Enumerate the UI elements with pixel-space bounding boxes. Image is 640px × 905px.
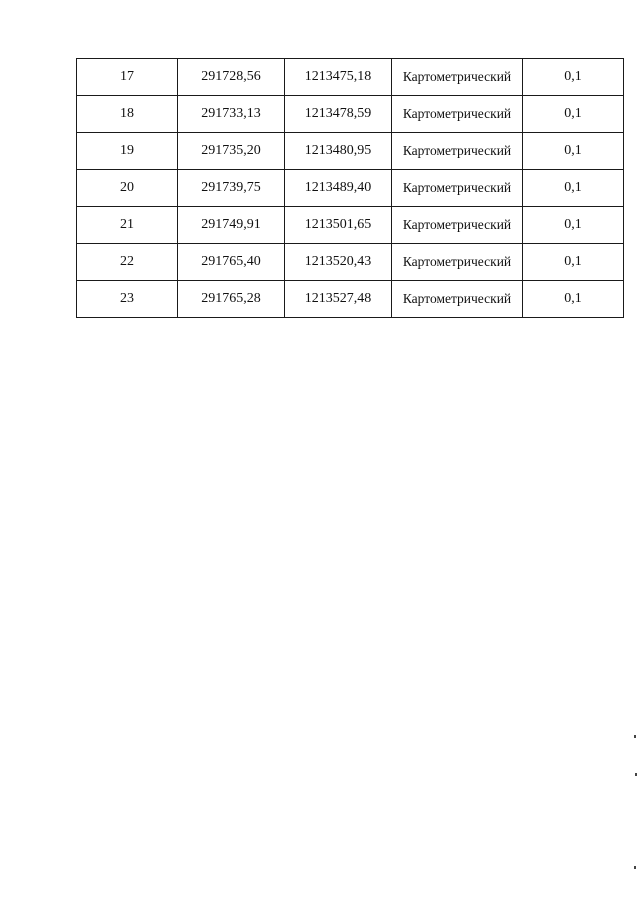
accuracy-cell: 0,1 [523,59,624,96]
coordinates-table [76,58,624,318]
method-cell: Картометрический [392,281,523,318]
point-number-cell: 21 [77,207,178,244]
point-number-cell: 17 [77,59,178,96]
x-coordinate-cell: 291728,56 [178,59,285,96]
method-cell: Картометрический [392,244,523,281]
y-coordinate-cell: 1213489,40 [285,170,392,207]
x-coordinate-cell: 291765,40 [178,244,285,281]
method-cell: Картометрический [392,59,523,96]
y-coordinate-cell: 1213520,43 [285,244,392,281]
y-coordinate-cell: 1213480,95 [285,133,392,170]
y-coordinate-cell: 1213478,59 [285,96,392,133]
scan-artifact [634,866,636,869]
table-row [77,244,624,281]
table-row [77,133,624,170]
y-coordinate-cell: 1213475,18 [285,59,392,96]
table-row [77,207,624,244]
accuracy-cell: 0,1 [523,133,624,170]
scan-artifact [634,735,636,738]
x-coordinate-cell: 291735,20 [178,133,285,170]
table-row [77,170,624,207]
point-number-cell: 20 [77,170,178,207]
x-coordinate-cell: 291733,13 [178,96,285,133]
x-coordinate-cell: 291739,75 [178,170,285,207]
table-row [77,281,624,318]
x-coordinate-cell: 291749,91 [178,207,285,244]
point-number-cell: 22 [77,244,178,281]
accuracy-cell: 0,1 [523,170,624,207]
point-number-cell: 18 [77,96,178,133]
method-cell: Картометрический [392,207,523,244]
point-number-cell: 19 [77,133,178,170]
method-cell: Картометрический [392,170,523,207]
method-cell: Картометрический [392,96,523,133]
table-row [77,59,624,96]
y-coordinate-cell: 1213527,48 [285,281,392,318]
accuracy-cell: 0,1 [523,244,624,281]
accuracy-cell: 0,1 [523,207,624,244]
accuracy-cell: 0,1 [523,96,624,133]
point-number-cell: 23 [77,281,178,318]
scan-artifact [635,773,637,776]
accuracy-cell: 0,1 [523,281,624,318]
x-coordinate-cell: 291765,28 [178,281,285,318]
y-coordinate-cell: 1213501,65 [285,207,392,244]
table-row [77,96,624,133]
method-cell: Картометрический [392,133,523,170]
